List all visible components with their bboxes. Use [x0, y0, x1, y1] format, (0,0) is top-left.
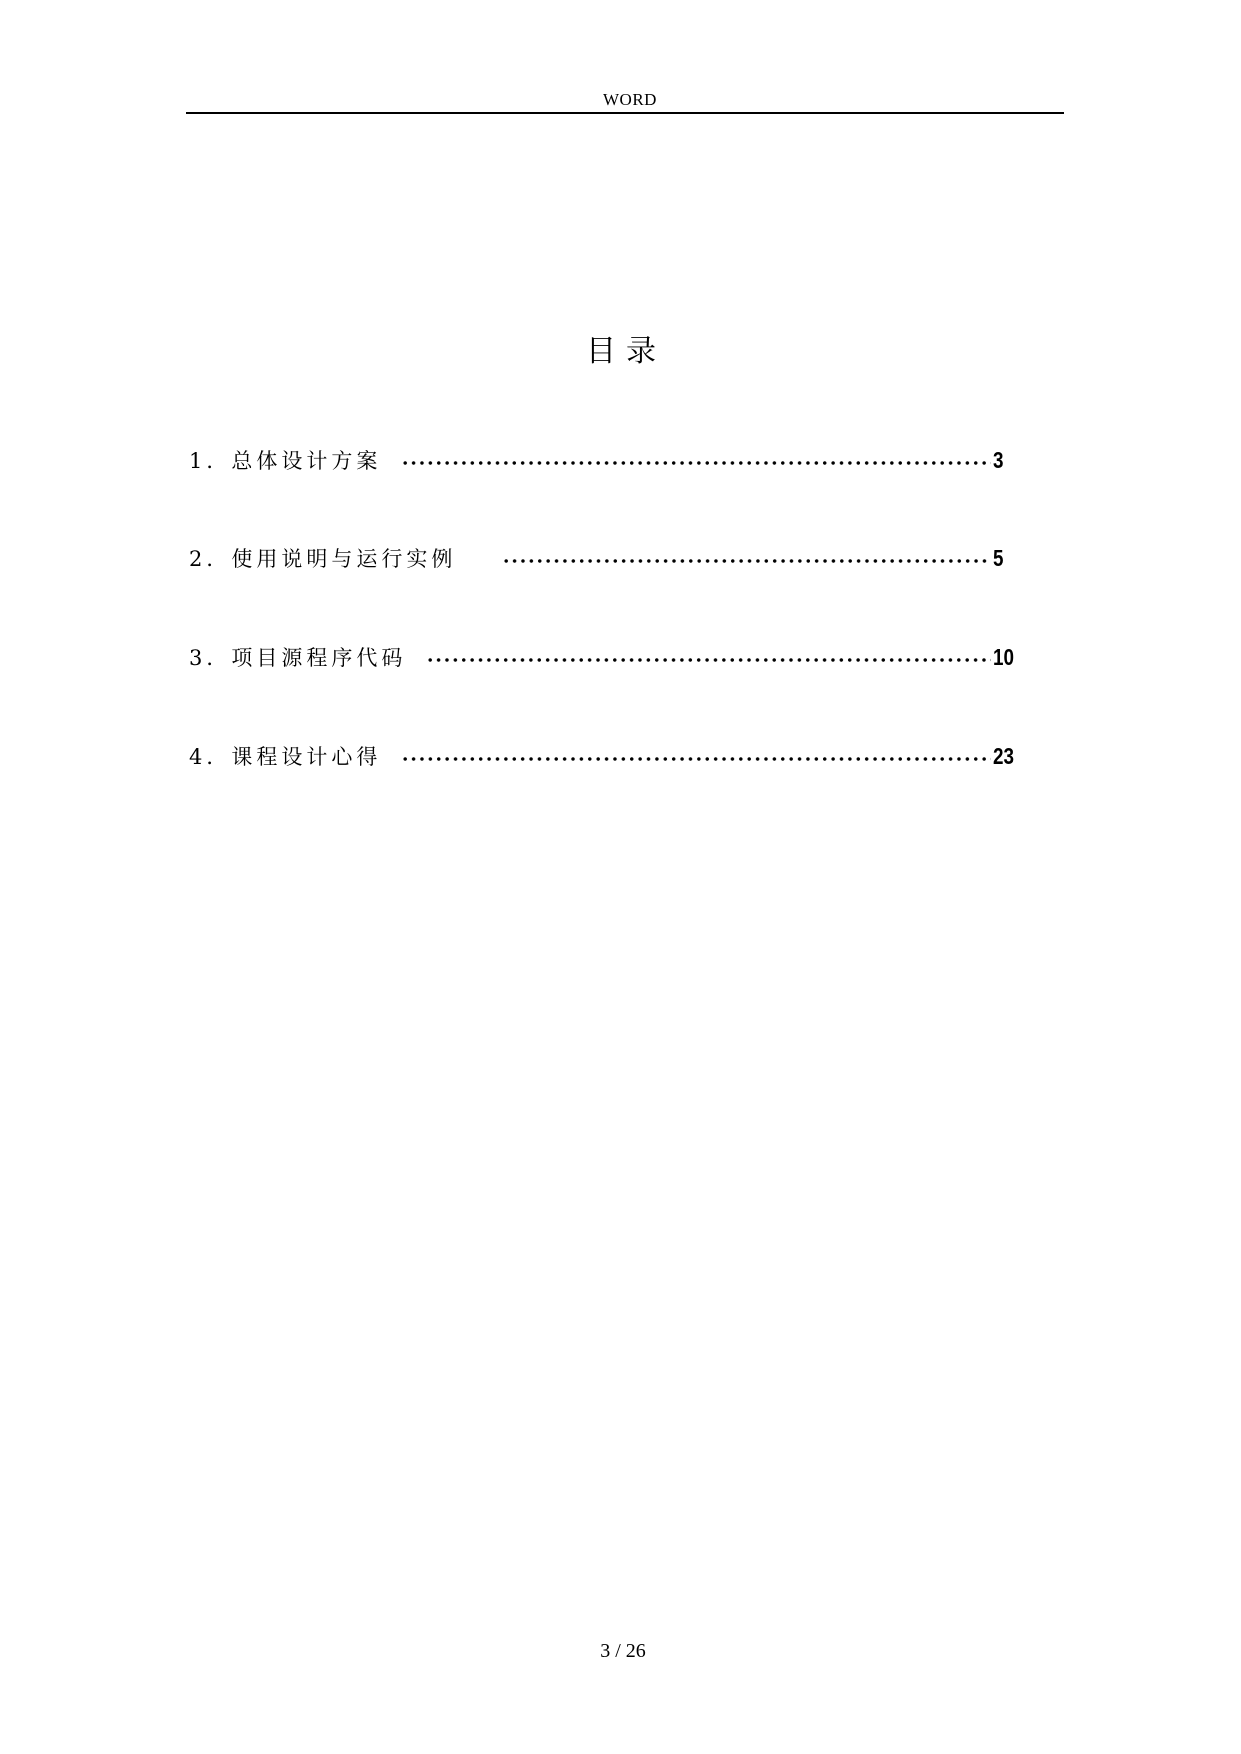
- toc-entry-page-number: 10: [993, 643, 1014, 670]
- toc-entry-label: 1．总体设计方案: [189, 449, 382, 473]
- toc-entry: [189, 444, 1021, 476]
- footer-page-indicator: 3 / 26: [600, 1640, 646, 1662]
- toc-dot-leader: [401, 756, 991, 762]
- toc-entry-page-number: 23: [993, 742, 1014, 769]
- toc-entry: [189, 740, 1021, 772]
- toc-dot-leader: [401, 460, 991, 466]
- toc-entry-label: 2．使用说明与运行实例: [189, 547, 457, 571]
- toc-entry: [189, 641, 1021, 673]
- toc-entry-label: 3．项目源程序代码: [189, 646, 407, 670]
- toc-title: 目录: [586, 334, 666, 369]
- page-header-title: WORD: [603, 90, 657, 109]
- toc-dot-leader: [426, 657, 991, 663]
- toc-entry: [189, 542, 1021, 574]
- header-divider: [186, 112, 1064, 114]
- toc-entry-label: 4．课程设计心得: [189, 745, 382, 769]
- toc-entry-page-number: 5: [993, 544, 1004, 571]
- toc-entry-page-number: 3: [993, 446, 1004, 473]
- toc-dot-leader: [502, 558, 991, 564]
